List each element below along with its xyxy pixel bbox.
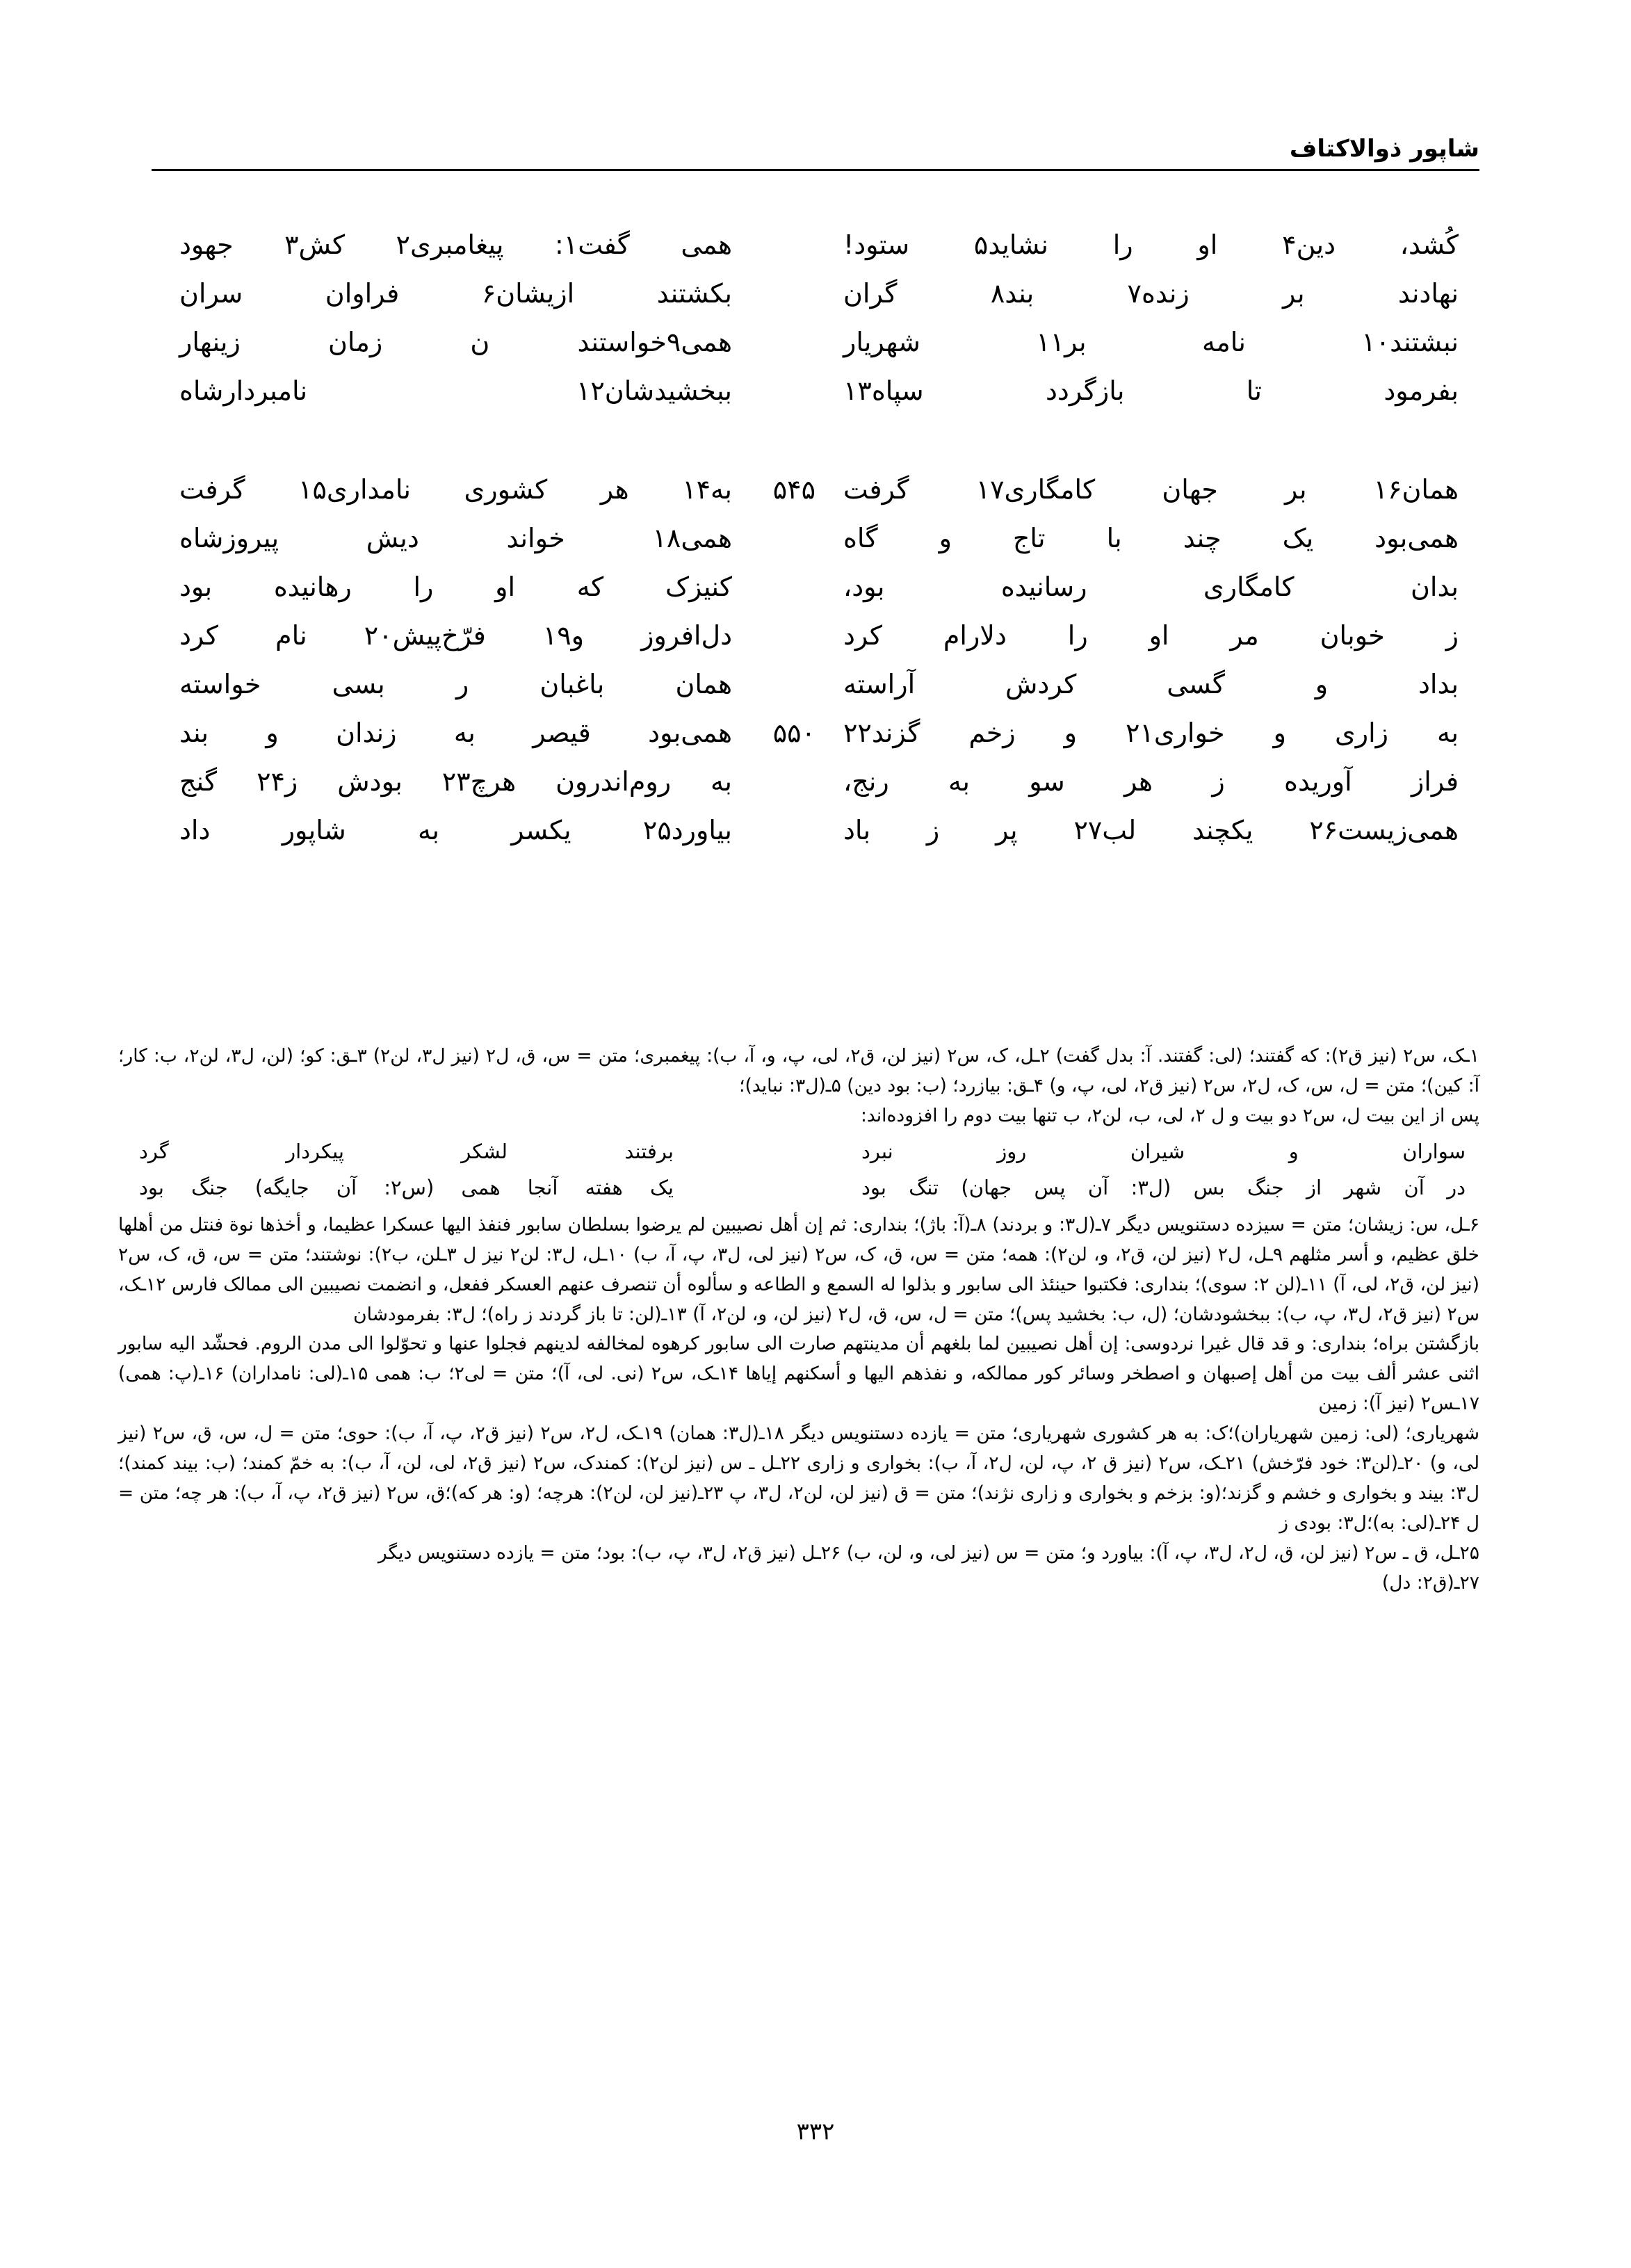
hemistich-left-text: ز خوبان مر او را دلارام کرد: [843, 620, 1459, 651]
hemistich-right: [152, 766, 816, 797]
apparatus-paragraph: بازگشتن براه؛ بنداری: و قد قال غیرا نردوسی: إن أهل نصیبین لما بلغهم أن مدینتهم صارت الی سابور کرهوه لمخالفه لدینهم فجلوا عنها و تحوّلوا الی مدن الروم. فحشّد الیه سابور اثنی عشر ألف بیت من أهل إصبهان و اصطخر وسائر کور ممالکه، و نفذهم الیها و أسکنهم إیاها ۱۴ـک، س۲ (نی. لی، آ)؛ متن = لی۲؛ ب: همی ۱۵ـ(لی: نامداران) ۱۶ـ(پ: همی) ۱۷ـس۲ (نیز آ): زمین: [118, 1333, 1480, 1415]
verse-line: [152, 327, 1479, 375]
hemistich-left: [816, 572, 1479, 602]
critical-apparatus: [118, 1042, 1479, 1598]
apparatus-paragraph: ۲۷ـ(ق۲: دل): [1381, 1571, 1479, 1594]
verse-body: [152, 229, 1479, 870]
hemistich-right: [152, 474, 816, 505]
hemistich-right: [152, 229, 816, 260]
apparatus-paragraph: ۶ـل، س: زیشان؛ متن = سیزده دستنویس دیگر ۷ـ(ل۳: و بردند) ۸ـ(آ: باژ)؛ بنداری: ثم إن أهل نصیبین لم یرضوا بسلطان سابور فنفذ الیها عسکرا عظیما، و أخذها نوة فنتل من أهلها خلق عظیم، و أسر مثلهم ۹ـل، ل۲ (نیز لن، ق۲، و، لن۲): همه؛ متن = س، ق، ک، س۲ (نیز لی، ل۳، پ، آ، ب) ۱۰ـل، ل۳: لن۲ نیز ل ۳ـلن، ب۲): نوشتند؛ متن = س، ق، ک، س۲ (نیز لن، ق۲، لی، آ) ۱۱ـ(لن ۲: سوی)؛ بنداری: فکتبوا حینئذ الی سابور و بذلوا له السمع و الطاعه و سألوه أن تنصرف عنهم العسکر ففعل، و انضمت نصیبین الی ممالک فارس ۱۲ـک، س۲ (نیز ق۲، ل۳، پ، ب): ببخشودشان؛ (ل، ب: بخشید پس)؛ متن = ل، س، ق، ل۲ (نیز لن، و، لن۲، آ) ۱۳ـ(لن: تا باز گردند ز راه)؛ ل۳: بفرمودشان: [118, 1213, 1479, 1325]
hemistich-left: [816, 669, 1479, 699]
hemistich-right-text: ببخشیدشان۱۲ نامبردارشاه: [179, 375, 732, 406]
hemistich-right: [152, 718, 816, 748]
hemistich-left-text: بداد و گسی کردش آراسته: [843, 669, 1459, 699]
hemistich-right: [152, 669, 816, 699]
inset-hemistich-right: برفتند لشکر پیکردار گرد: [139, 1139, 674, 1163]
hemistich-right-text: همی۹خواستند ن زمان زینهار: [179, 327, 732, 357]
hemistich-right-text: همی گفت۱: پیغامبری۲ کش۳ جهود: [179, 229, 732, 260]
verse-line: [152, 766, 1479, 815]
inset-couplets: [118, 1135, 1479, 1208]
hemistich-right: [152, 327, 816, 357]
stanza-1: [152, 229, 1479, 424]
hemistich-right-text: به روم‌اندرون هرچ۲۳ بودش ز۲۴ گنج: [179, 766, 732, 797]
inset-hemistich-right: یک هفته آنجا همی (س۲: آن جایگه) جنگ بود: [139, 1175, 674, 1199]
verse-line: [152, 523, 1479, 572]
hemistich-right: [152, 523, 816, 553]
inset-couplet-line: [118, 1135, 1479, 1172]
verse-line: [152, 229, 1479, 278]
page-number: ۳۳۲: [796, 2118, 835, 2146]
inset-hemistich-left: سواران و شیران روز نبرد: [861, 1139, 1466, 1163]
verse-line: [152, 474, 1479, 523]
hemistich-left: [816, 229, 1479, 260]
apparatus-paragraph: پس از این بیت ل، س۲ دو بیت و ل ۲، لی، ب، لن۲، ب تنها بیت دوم را افزوده‌اند:: [860, 1104, 1479, 1126]
hemistich-left-text: همان۱۶ بر جهان کامگاری۱۷ گرفت: [843, 474, 1459, 505]
apparatus-paragraph: ۱ـک، س۲ (نیز ق۲): که گفتند؛ (لی: گفتند. آ: بدل گفت) ۲ـل، ک، س۲ (نیز لن، ق۲، لی، پ، و، آ، ب): پیغمبری؛ متن = س، ق، ل۲ (نیز ل۳، لن۲) ۳ـق: کو؛ (لن، ل۳، لن۲، ب: کار؛ آ: کین)؛ متن = ل، س، ک، ل۲، س۲ (نیز ق۲، لی، پ، و) ۴ـق: بیازرد؛ (ب: بود دین) ۵ـ(ل۳: نباید)؛: [118, 1045, 1480, 1096]
hemistich-left: [816, 620, 1479, 651]
stanza-2: [152, 474, 1479, 864]
verse-line: [152, 572, 1479, 620]
verse-line: [152, 620, 1479, 669]
verse-number: ۵۴۵: [772, 474, 816, 505]
running-head: [152, 136, 1479, 171]
hemistich-right-text: کنیزک که او را رهانیده بود: [179, 572, 732, 602]
hemistich-left-text: همی‌بود یک چند با تاج و گاه: [843, 523, 1459, 553]
verse-line: [152, 278, 1479, 327]
hemistich-left-text: بدان کامگاری رسانیده بود،: [843, 572, 1459, 602]
hemistich-right: [152, 620, 816, 651]
hemistich-left: [816, 474, 1479, 505]
hemistich-right: [152, 375, 816, 406]
hemistich-left: [816, 375, 1479, 406]
hemistich-right-text: دل‌افروز و۱۹ فرّخ‌پیش۲۰ نام کرد: [179, 620, 732, 651]
hemistich-left-text: فراز آوریده ز هر سو به رنج،: [843, 766, 1459, 797]
header-rule: [152, 169, 1479, 171]
hemistich-left-text: بفرمود تا بازگردد سپاه۱۳: [843, 375, 1459, 406]
verse-line: [152, 375, 1479, 424]
verse-line: [152, 718, 1479, 766]
hemistich-right-text: به۱۴ هر کشوری نامداری۱۵ گرفت: [179, 474, 732, 505]
inset-couplet-line: [118, 1172, 1479, 1208]
apparatus-paragraph: ۲۵ـل، ق ـ س۲ (نیز لن، ق، ل۲، ل۳، پ، آ): بیاورد و؛ متن = س (نیز لی، و، لن، ب) ۲۶ـل (نیز ق۲، ل۳، پ، ب): بود؛ متن = یازده دستنویس دیگر: [378, 1541, 1479, 1564]
hemistich-left: [816, 766, 1479, 797]
inset-hemistich-left: در آن شهر از جنگ بس (ل۳: آن پس جهان) تنگ بود: [861, 1175, 1466, 1199]
hemistich-right-text: همی‌بود قیصر به زندان و بند: [179, 718, 732, 748]
hemistich-left-text: همی‌زیست۲۶ یکچند لب۲۷ پر ز باد: [843, 815, 1459, 845]
hemistich-right: [152, 572, 816, 602]
hemistich-left-text: کُشد، دین۴ او را نشاید۵ ستود!: [843, 229, 1459, 260]
hemistich-right-text: بکشتند ازیشان۶ فراوان سران: [179, 278, 733, 309]
hemistich-left: [816, 718, 1479, 748]
hemistich-left-text: نهادند بر زنده۷ بند۸ گران: [843, 278, 1459, 309]
verse-line: [152, 815, 1479, 864]
hemistich-left: [816, 327, 1479, 357]
hemistich-left-text: به زاری و خواری۲۱ و زخم گزند۲۲: [843, 718, 1459, 748]
hemistich-left-text: نبشتند۱۰ نامه بر۱۱ شهریار: [843, 327, 1459, 357]
running-head-title: شاپور ذوالاکتاف: [1289, 135, 1479, 163]
hemistich-left: [816, 523, 1479, 553]
hemistich-left: [816, 815, 1479, 845]
verse-number: ۵۵۰: [772, 718, 816, 748]
hemistich-right-text: همی۱۸ خواند دیش پیروزشاه: [179, 523, 732, 553]
hemistich-left: [816, 278, 1479, 309]
hemistich-right-text: بیاورد۲۵ یکسر به شاپور داد: [179, 815, 732, 845]
apparatus-paragraph: شهریاری؛ (لی: زمین شهریاران)؛ک: به هر کشوری شهریاری؛ متن = یازده دستنویس دیگر ۱۸ـ(ل۳: همان) ۱۹ـک، ل۲، س۲ (نیز ق۲، پ، آ، ب): حوی؛ متن = ل، س، ق، س۲ (نیز لی، و) ۲۰ـ(لن۳: خود فرّخش) ۲۱ـک، س۲ (نیز ق ۲، پ، لن، ل۲، آ، ب): بخواری و زاری ۲۲ـل ـ س (نیز لن۲): کمندک، س۲ (نیز ق۲، لی، لن، آ، ب): به خمّ کمند؛ (ب: بیند کمند)؛ل۳: بیند و بخواری و خشم و گزند؛(و: بزخم و بخواری و زاری نژند)؛ متن = ق (نیز لن، لن۲، ل۳، پ ۲۳ـ(نیز لن، لن۲): هرچه؛ (و: هر که)؛ق، س۲ (نیز ق۲، پ، آ، ب): هر چه؛ متن = ل ۲۴ـ(لی: به)؛ل۳: بودی ز: [118, 1423, 1480, 1534]
hemistich-right: [152, 278, 816, 309]
hemistich-right: [152, 815, 816, 845]
verse-line: [152, 669, 1479, 718]
hemistich-right-text: همان باغبان ر بسی خواسته: [179, 669, 732, 699]
